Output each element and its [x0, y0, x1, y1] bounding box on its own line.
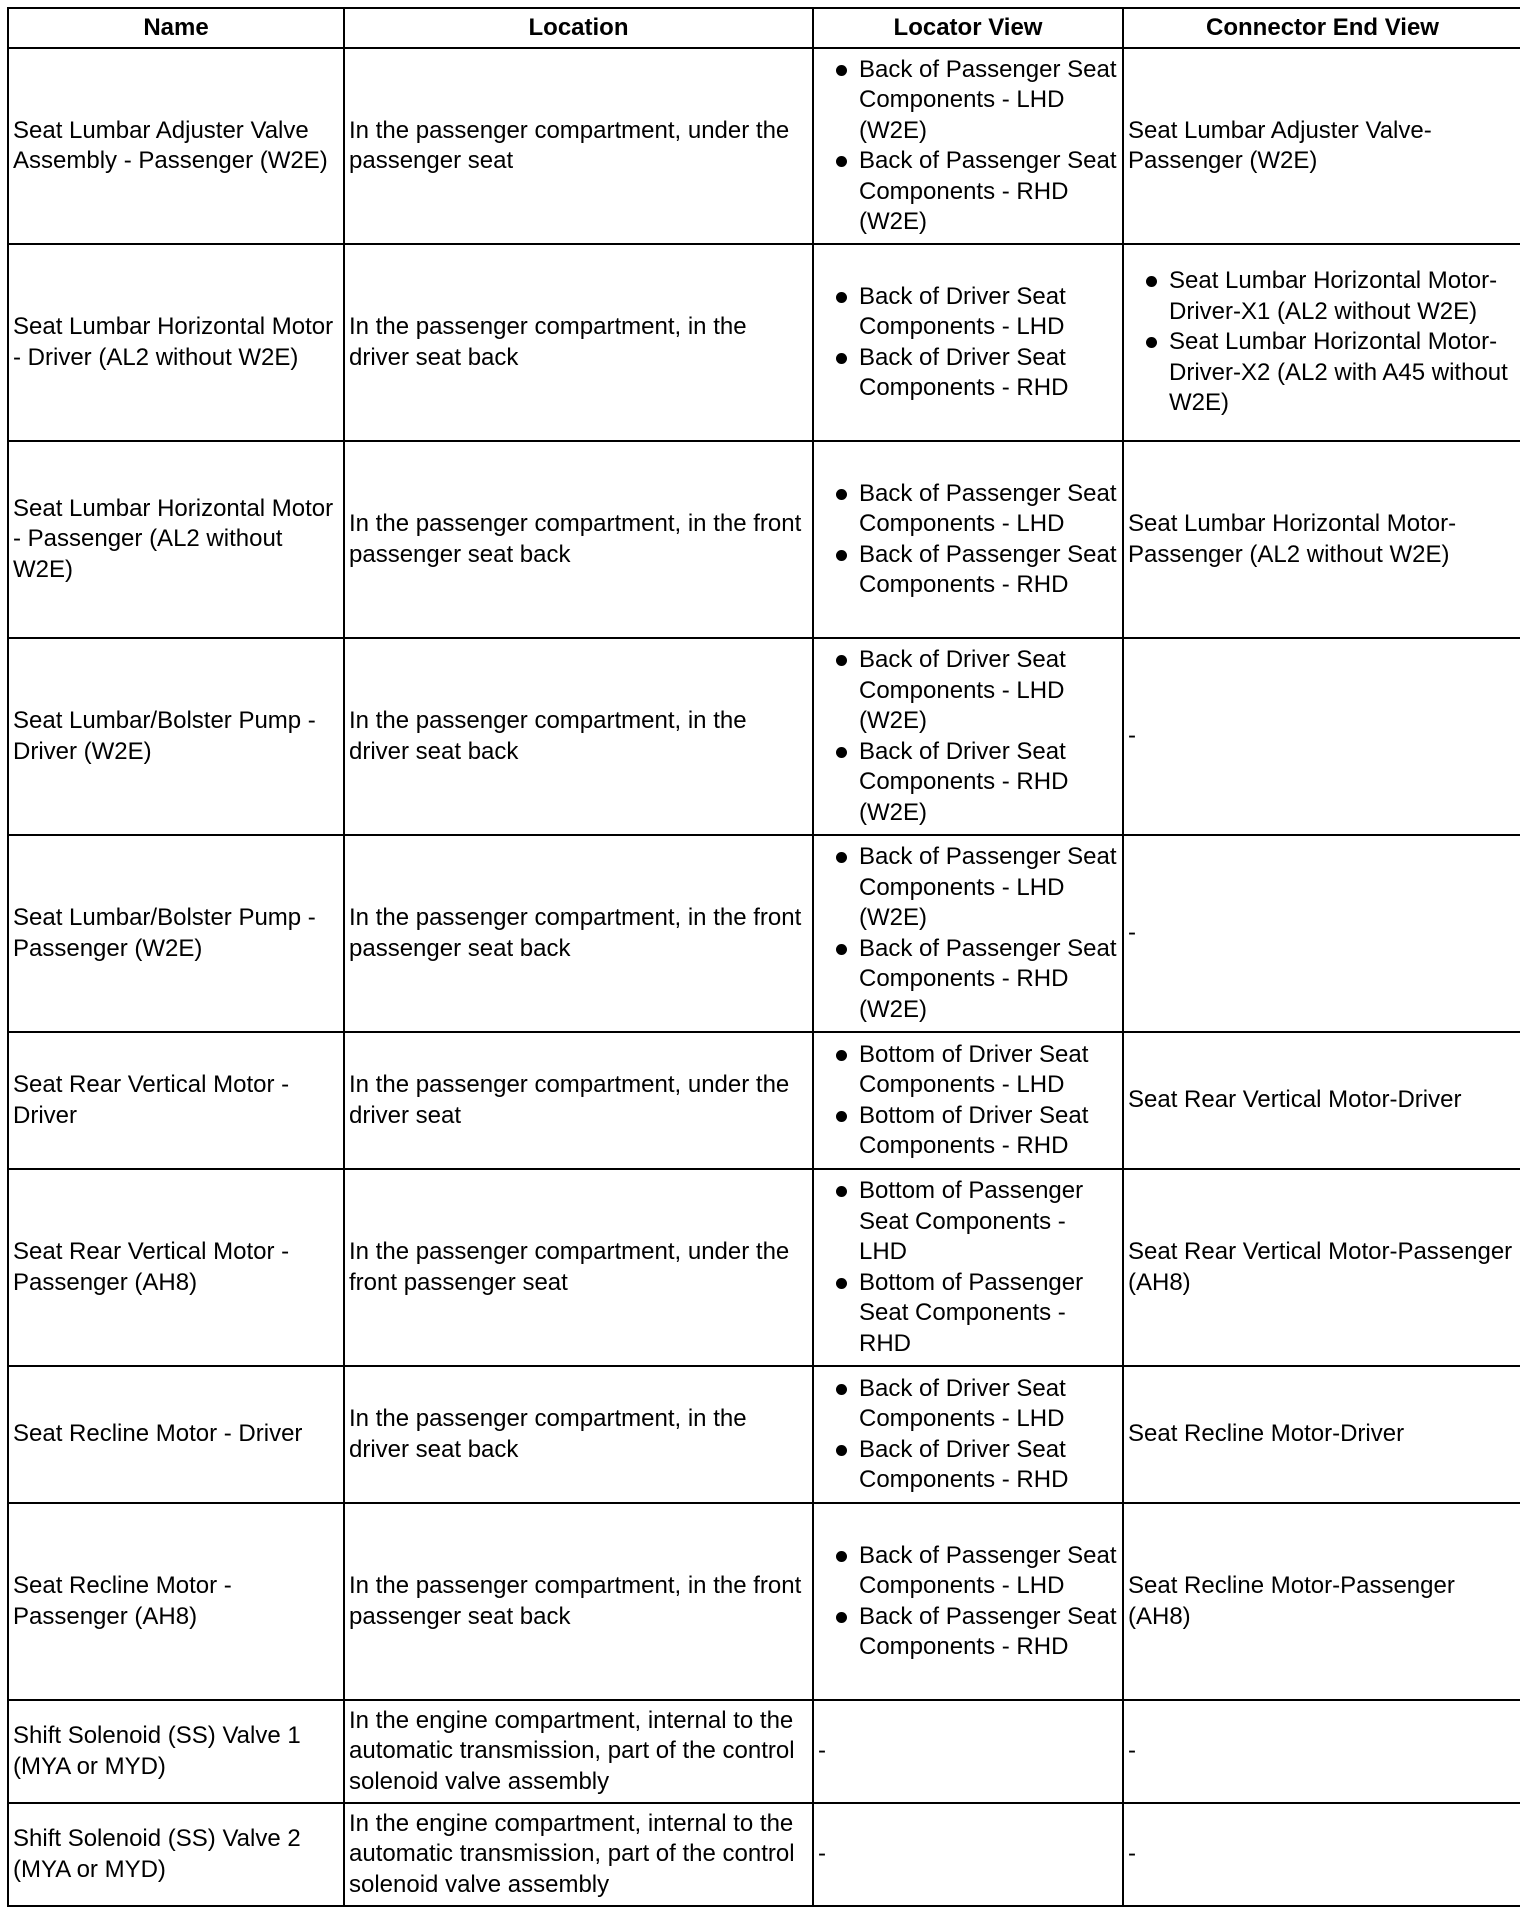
locator-view-cell	[813, 1169, 1123, 1366]
location-cell: In the passenger compartment, in the front passenger seat back	[344, 1503, 813, 1700]
location-cell: In the engine compartment, internal to the automatic transmission, part of the control solenoid valve assembly	[344, 1700, 813, 1803]
location-cell: In the passenger compartment, in the front passenger seat back	[344, 441, 813, 638]
component-name-cell: Seat Lumbar Horizontal Motor - Driver (AL2 without W2E)	[8, 244, 344, 441]
locator-view-item: Back of Driver Seat Components - LHD	[818, 282, 1118, 343]
locator-view-item: Back of Driver Seat Components - RHD (W2E)	[818, 737, 1118, 829]
table-row	[8, 835, 1520, 1032]
locator-view-cell-list	[818, 479, 1118, 601]
connector-end-view-cell: Seat Rear Vertical Motor-Passenger (AH8)	[1123, 1169, 1520, 1366]
locator-view-cell: -	[813, 1700, 1123, 1803]
connector-end-view-cell: Seat Recline Motor-Passenger (AH8)	[1123, 1503, 1520, 1700]
locator-view-item: Back of Passenger Seat Components - RHD	[818, 1602, 1118, 1663]
component-name-cell: Shift Solenoid (SS) Valve 1 (MYA or MYD)	[8, 1700, 344, 1803]
connector-end-view-item: Seat Lumbar Horizontal Motor-Driver-X2 (AL2 with A45 without W2E)	[1128, 327, 1517, 419]
component-name-cell: Seat Lumbar Adjuster Valve Assembly - Passenger (W2E)	[8, 48, 344, 244]
connector-end-view-cell: Seat Rear Vertical Motor-Driver	[1123, 1032, 1520, 1169]
location-cell: In the passenger compartment, under the driver seat	[344, 1032, 813, 1169]
location-cell: In the passenger compartment, under the passenger seat	[344, 48, 813, 244]
locator-view-item: Back of Passenger Seat Components - LHD	[818, 1541, 1118, 1602]
locator-view-cell-list	[818, 1541, 1118, 1663]
locator-view-item: Back of Passenger Seat Components - RHD (W2E)	[818, 934, 1118, 1026]
connector-end-view-cell-list	[1128, 266, 1517, 419]
location-cell: In the passenger compartment, in the driver seat back	[344, 1366, 813, 1503]
locator-view-cell-list	[818, 282, 1118, 404]
locator-view-item: Back of Passenger Seat Components - LHD (W2E)	[818, 55, 1118, 147]
locator-view-item: Back of Driver Seat Components - LHD (W2E)	[818, 645, 1118, 737]
connector-end-view-item: Seat Lumbar Horizontal Motor-Driver-X1 (AL2 without W2E)	[1128, 266, 1517, 327]
header-connector-end-view: Connector End View	[1123, 8, 1520, 48]
locator-view-cell	[813, 441, 1123, 638]
locator-view-item: Back of Driver Seat Components - RHD	[818, 343, 1118, 404]
component-name-cell: Seat Lumbar/Bolster Pump - Driver (W2E)	[8, 638, 344, 835]
component-locator-table	[7, 7, 1520, 1907]
locator-view-cell: -	[813, 1803, 1123, 1906]
locator-view-item: Bottom of Passenger Seat Components - LHD	[818, 1176, 1118, 1268]
connector-end-view-cell: Seat Lumbar Adjuster Valve-Passenger (W2E)	[1123, 48, 1520, 244]
locator-view-cell-list	[818, 1040, 1118, 1162]
component-name-cell: Seat Recline Motor - Driver	[8, 1366, 344, 1503]
header-name: Name	[8, 8, 344, 48]
connector-end-view-cell: -	[1123, 1803, 1520, 1906]
locator-view-item: Back of Passenger Seat Components - LHD (W2E)	[818, 842, 1118, 934]
locator-view-cell	[813, 244, 1123, 441]
table-body	[8, 48, 1520, 1906]
locator-view-cell-list	[818, 55, 1118, 238]
table-row	[8, 1700, 1520, 1803]
locator-view-item: Back of Driver Seat Components - LHD	[818, 1374, 1118, 1435]
locator-view-item: Back of Passenger Seat Components - RHD	[818, 540, 1118, 601]
locator-view-cell	[813, 48, 1123, 244]
locator-view-item: Bottom of Passenger Seat Components - RHD	[818, 1268, 1118, 1360]
locator-view-item: Back of Passenger Seat Components - RHD (W2E)	[818, 146, 1118, 238]
connector-end-view-cell: -	[1123, 835, 1520, 1032]
table-row	[8, 638, 1520, 835]
connector-end-view-cell: -	[1123, 1700, 1520, 1803]
table-row	[8, 48, 1520, 244]
location-cell: In the passenger compartment, in the front passenger seat back	[344, 835, 813, 1032]
connector-end-view-cell: Seat Recline Motor-Driver	[1123, 1366, 1520, 1503]
component-name-cell: Seat Rear Vertical Motor - Driver	[8, 1032, 344, 1169]
component-name-cell: Seat Lumbar/Bolster Pump - Passenger (W2E)	[8, 835, 344, 1032]
locator-view-cell-list	[818, 1374, 1118, 1496]
header-row	[8, 8, 1520, 48]
header-location: Location	[344, 8, 813, 48]
locator-view-cell	[813, 1032, 1123, 1169]
table-row	[8, 244, 1520, 441]
component-name-cell: Seat Lumbar Horizontal Motor - Passenger (AL2 without W2E)	[8, 441, 344, 638]
locator-view-cell	[813, 1503, 1123, 1700]
component-name-cell: Seat Rear Vertical Motor - Passenger (AH8)	[8, 1169, 344, 1366]
connector-end-view-cell: Seat Lumbar Horizontal Motor-Passenger (AL2 without W2E)	[1123, 441, 1520, 638]
locator-view-cell	[813, 638, 1123, 835]
table-row	[8, 1503, 1520, 1700]
component-name-cell: Shift Solenoid (SS) Valve 2 (MYA or MYD)	[8, 1803, 344, 1906]
locator-view-cell-list	[818, 1176, 1118, 1359]
locator-view-item: Back of Passenger Seat Components - LHD	[818, 479, 1118, 540]
table-row	[8, 441, 1520, 638]
connector-end-view-cell	[1123, 244, 1520, 441]
table-row	[8, 1803, 1520, 1906]
location-cell: In the passenger compartment, in the driver seat back	[344, 638, 813, 835]
location-cell: In the passenger compartment, under the front passenger seat	[344, 1169, 813, 1366]
locator-view-item: Bottom of Driver Seat Components - LHD	[818, 1040, 1118, 1101]
table-row	[8, 1032, 1520, 1169]
header-locator-view: Locator View	[813, 8, 1123, 48]
locator-view-cell	[813, 1366, 1123, 1503]
locator-view-item: Back of Driver Seat Components - RHD	[818, 1435, 1118, 1496]
table-row	[8, 1366, 1520, 1503]
location-cell: In the passenger compartment, in the driver seat back	[344, 244, 813, 441]
locator-view-cell-list	[818, 842, 1118, 1025]
locator-view-cell	[813, 835, 1123, 1032]
locator-view-cell-list	[818, 645, 1118, 828]
table-row	[8, 1169, 1520, 1366]
locator-view-item: Bottom of Driver Seat Components - RHD	[818, 1101, 1118, 1162]
component-name-cell: Seat Recline Motor - Passenger (AH8)	[8, 1503, 344, 1700]
component-locator-sheet	[7, 7, 1520, 1907]
location-cell: In the engine compartment, internal to the automatic transmission, part of the control solenoid valve assembly	[344, 1803, 813, 1906]
connector-end-view-cell: -	[1123, 638, 1520, 835]
